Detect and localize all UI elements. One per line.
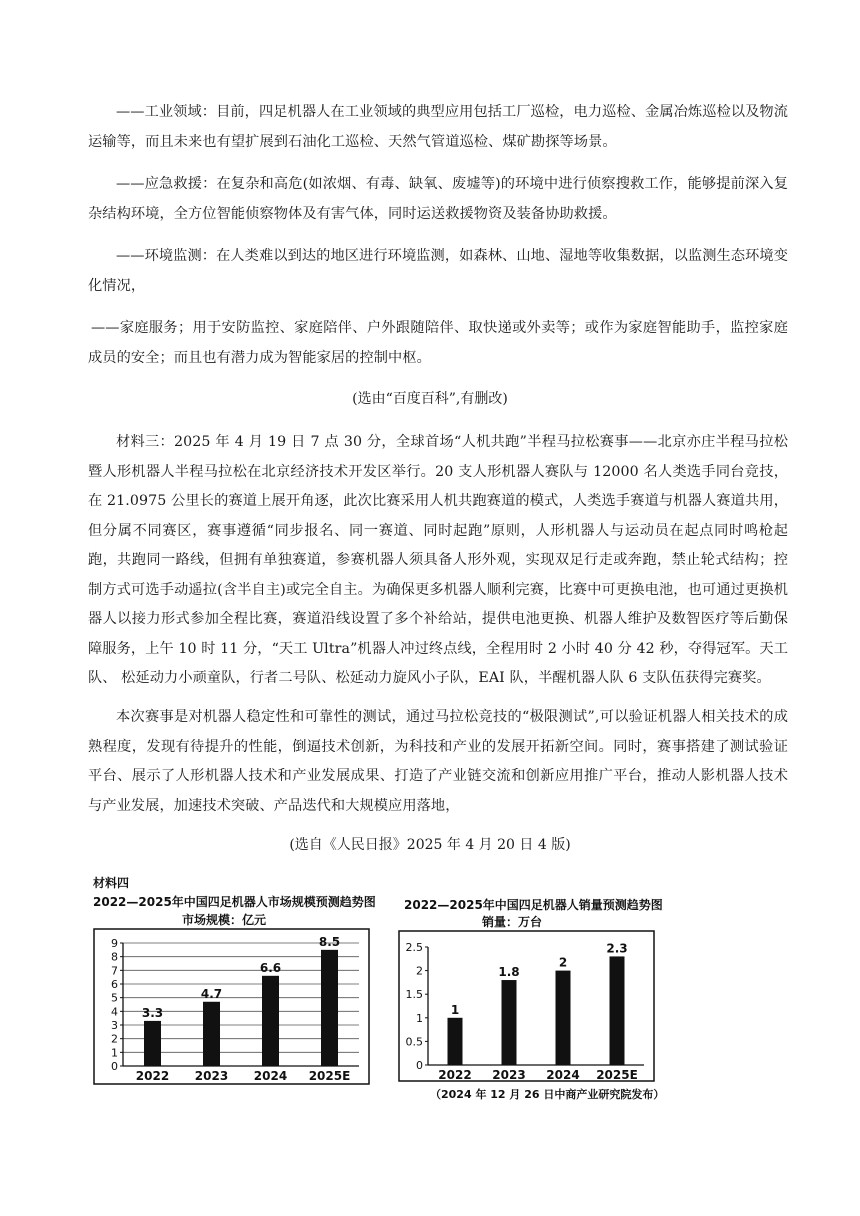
data-label: 1: [450, 1002, 460, 1017]
y-tick-label: 1: [416, 1011, 423, 1025]
data-label: 3.3: [141, 1005, 164, 1020]
y-tick-label: 9: [111, 937, 118, 950]
data-label: 8.5: [318, 934, 341, 949]
paragraph-significance: 本次赛事是对机器人稳定性和可靠性的测试，通过马拉松竞技的“极限测试”,可以验证机器人相关技术的成熟程度，发现有待提升的性能，倒逼技术创新，为科技和产业的发展开拓新空间。同时，赛事搭建了测试验证平台、展示了人形机器人技术和产业发展成果、打造了产业链交流和创新应用推广平台，推动人影机器人技术与产业发展，加速技术突破、产品迭代和大规模应用落地，: [88, 709, 788, 814]
x-tick-label: 2024: [253, 1069, 288, 1083]
x-tick-label: 2022: [135, 1069, 170, 1083]
y-tick-label: 1.5: [405, 988, 423, 1002]
y-tick-label: 2: [416, 964, 423, 978]
y-tick-label: 4: [111, 1005, 118, 1019]
bar: [321, 950, 338, 1066]
y-tick-label: 2.5: [405, 941, 423, 954]
x-tick-label: 2023: [194, 1069, 229, 1083]
paragraph-environment: ——环境监测：在人类难以到达的地区进行环境监测，如森林、山地、湿地等收集数据，以监测生态环境变化情况，: [88, 248, 788, 294]
y-tick-label: 2: [111, 1032, 118, 1046]
y-tick-label: 0: [111, 1060, 118, 1073]
material4-label: 材料四: [93, 876, 130, 890]
x-tick-label: 2022: [438, 1068, 472, 1082]
bar: [262, 976, 279, 1066]
y-tick-label: 7: [111, 964, 118, 978]
y-tick-label: 6: [111, 978, 118, 991]
x-tick-label: 2025E: [308, 1069, 351, 1083]
x-tick-label: 2023: [492, 1068, 526, 1082]
data-label: 2.3: [606, 941, 628, 956]
chart2-subtitle: 销量：万台: [482, 915, 543, 929]
x-tick-label: 2024: [546, 1068, 580, 1082]
chart1-subtitle: 市场规模：亿元: [182, 913, 267, 927]
y-tick-label: 8: [111, 950, 118, 964]
x-tick-label: 2025E: [596, 1068, 638, 1082]
data-label: 6.6: [259, 960, 282, 975]
data-label: 4.7: [200, 986, 223, 1001]
market-size-chart: [93, 928, 373, 1086]
y-tick-label: 0.5: [405, 1035, 423, 1049]
bar: [448, 1018, 463, 1065]
data-label: 1.8: [498, 965, 520, 980]
bar: [502, 980, 517, 1065]
chart-source-note: （2024 年 12 月 26 日中商产业研究院发布）: [430, 1088, 665, 1101]
chart2-title: 2022—2025年中国四足机器人销量预测趋势图: [404, 898, 663, 912]
paragraph-industrial: ——工业领域：目前，四足机器人在工业领域的典型应用包括工厂巡检，电力巡检、金属冶炼巡检以及物流运输等，而且未来也有望扩展到石油化工巡检、天然气管道巡检、煤矿勘探等场景。: [88, 104, 788, 150]
y-tick-label: 0: [416, 1059, 423, 1072]
source-baidu: (选由“百度百科”,有删改): [352, 391, 508, 407]
source-peoples-daily: (选自《人民日报》2025 年 4 月 20 日 4 版): [289, 837, 571, 853]
bar: [610, 956, 625, 1065]
bar: [203, 1002, 220, 1066]
bar: [144, 1021, 161, 1066]
y-tick-label: 1: [111, 1046, 118, 1060]
chart1-title: 2022—2025年中国四足机器人市场规模预测趋势图: [93, 895, 376, 909]
y-tick-label: 3: [111, 1019, 118, 1032]
paragraph-home: ——家庭服务；用于安防监控、家庭陪伴、户外跟随陪伴、取快递或外卖等；或作为家庭智能助手，监控家庭成员的安全；而且也有潜力成为智能家居的控制中枢。: [88, 320, 788, 366]
y-tick-label: 5: [111, 991, 118, 1005]
paragraph-material3: 材料三：2025 年 4 月 19 日 7 点 30 分，全球首场“人机共跑”半程马拉松赛事——北京亦庄半程马拉松暨人形机器人半程马拉松在北京经济技术开发区举行。20 支人形机器人赛队与 12000 名人类选手同台竞技，在 21.0975 公里长的赛道上展开角逐，此次比赛采用人机共跑赛道的模式，人类选手赛道与机器人赛道共用，但分属不同赛区，赛事遵循“同步报名、同一赛道、同时起跑”原则，人形机器人与运动员在起点同时鸣枪起跑，共跑同一路线，但拥有单独赛道，参赛机器人须具备人形外观，实现双足行走或奔跑，禁止轮式结构；控制方式可选手动遥拉(含半自主)或完全自主。为确保更多机器人顺利完赛，比赛中可更换电池，也可通过更换机器人以接力形式参加全程比赛，赛道沿线设置了多个补给站，提供电池更换、机器人维护及数智医疗等后勤保障服务，上午 10 时 11 分，“天工 Ultra”机器人冲过终点线，全程用时 2 小时 40 分 42 秒，夺得冠军。天工队、 松延动力小顽童队，行者二号队、松延动力旋风小子队，EAI 队，半醒机器人队 6 支队伍获得完赛奖。: [88, 434, 788, 686]
bar: [556, 971, 571, 1065]
data-label: 2: [558, 955, 568, 970]
paragraph-rescue: ——应急救援：在复杂和高危(如浓烟、有毒、缺氧、废墟等)的环境中进行侦察搜救工作，能够提前深入复杂结构环境，全方位智能侦察物体及有害气体，同时运送救援物资及装备协助救援。: [88, 176, 788, 222]
sales-volume-chart: [398, 930, 658, 1086]
